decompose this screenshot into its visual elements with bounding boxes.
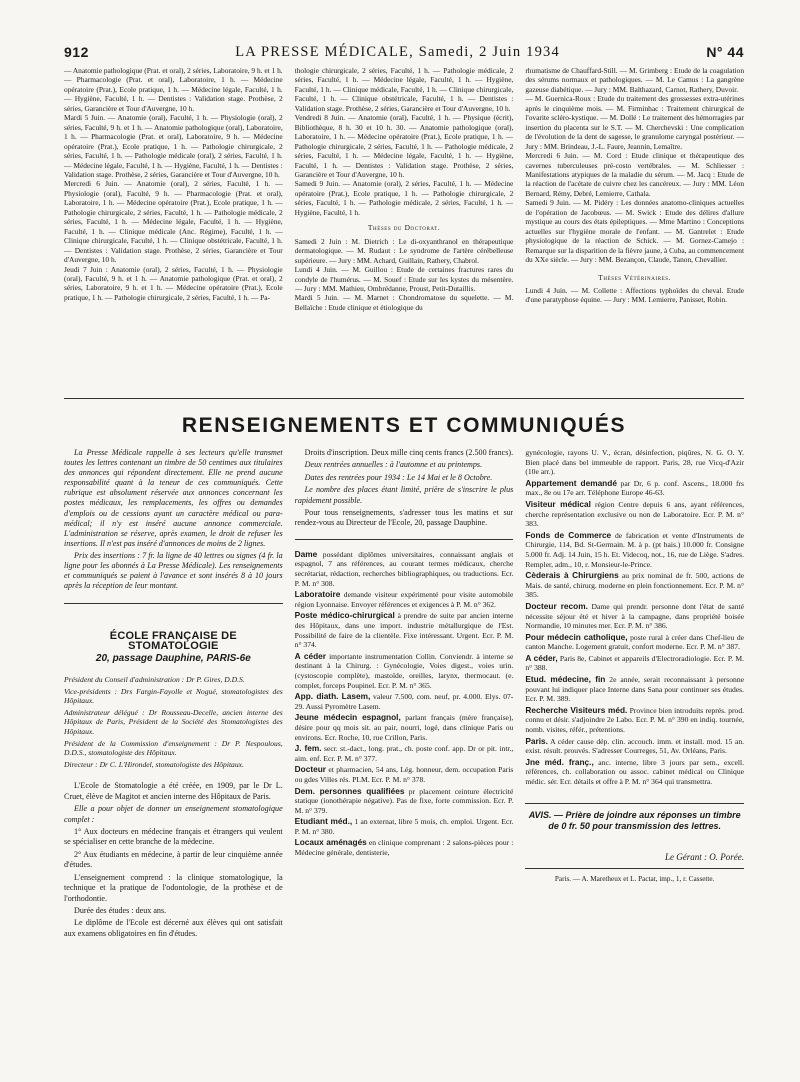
schedule-paragraph: thologie chirurgicale, 2 séries, Faculté, 1 h. — Pathologie médicale, 2 séries, Faculté, 1 h. — Médecine légale, Faculté, 1 h. — Hygiène, Faculté, 1 h. — Clinique médicale, Faculté, 1 h. — Clinique chirurgicale, Faculté, 1 h. — Clinique obstétricale, Faculté, 1 h. — Dentistes : Validation stage. Prothèse, 2 séries, Garancière et Tour d'Auvergne, 10 h.: [294, 66, 514, 113]
school-paragraph: 2° Aux étudiants en médecine, à partir de leur cinquième année d'études.: [64, 849, 283, 870]
classified-ad: [525, 500, 744, 529]
thesis-paragraph: rhumatisme de Chauffard-Still. — M. Grimberg : Etude de la coagulation des sérums normaux et pathologiques. — M. Le Camus : La gangrène gazeuse diabétique. — Jury : MM. Balthazard, Carnot, Rathery, Duvoir.: [525, 66, 745, 94]
classified-ad: [525, 531, 744, 569]
thesis-paragraph: Samedi 2 Juin : M. Dietrich : Le di-oxyanthranol en thérapeutique dermatologique. — M. Rudaut : Le syndrome de l'artère cérébelleuse supérieure. — Jury : MM. Achard, Guillain, Rathery, Chabrol.: [294, 236, 514, 265]
school-paragraph: 1° Aux docteurs en médecine français et étrangers qui veulent se spécialiser en cette branche de la médecine.: [64, 827, 283, 847]
school-address: 20, passage Dauphine, PARIS-6e: [95, 652, 251, 664]
school-paragraph: L'Ecole de Stomatologie a été créée, en 1909, par le Dr L. Cruet, élève de Magitot et ancien interne des Hôpitaux de Paris.: [64, 781, 283, 801]
thesis-paragraph: Mercredi 6 Juin. — M. Cord : Etude clinique et thérapeutique des cavernes tuberculeuses pré-costo vertébrales. — M. Schliesser : Manifestations atypiques de la maladie du sérum. — M. Jacq : Etude de la réaction de l'acétate de cuivre chez les cancéreux. — Jury : MM. Léon Bernard, Rémy, Debré, Lemierre, Cathala.: [525, 151, 745, 198]
classified-ad: [295, 713, 514, 742]
school-paragraph: Elle a pour objet de donner un enseignement stomatologique complet :: [64, 804, 283, 824]
schedule-paragraph: Samedi 9 Juin. — Anatomie (oral), 2 séries, Faculté, 1 h. — Médecine opératoire (Prat.), Ecole pratique, 1 h. — Pathologie chirurgicale, 2 séries, Faculté, 1 h. — Pathologie médicale, 2 séries, Faculté, 1 h. — Hygiène, Faculté, 1 h.: [294, 179, 514, 217]
ad-text: à prendre de suite par ancien interne des Hôpitaux, dans une import. industrie métallurgique de l'Est. Possibilité de faire de la clientèle. Fixe intéressant. Urgent. Ecr. P. M. n° 374.: [294, 611, 514, 650]
theses-heading: Thèses du Doctorat.: [367, 223, 441, 233]
page-number: 912: [64, 44, 89, 60]
officer-line: Président de la Commission d'enseignement : Dr P. Nespoulous, D.D.S., stomatologiste des Hôpitaux.: [64, 738, 283, 758]
ad-text: au prix nominal de fr. 500, actions de Mais. de santé, chirurg. moderne en plein fonctionnement. Ecr. P. M. n° 385.: [525, 571, 745, 600]
officer-line: Administrateur délégué : Dr Rousseau-Decelle, ancien interne des Hôpitaux de Paris, Président de la Société des Stomatologistes des Hôpitaux.: [64, 707, 283, 737]
ad-lead: Etudiant méd.,: [294, 816, 353, 827]
classified-ad: [525, 571, 744, 600]
ad-text: région Centre depuis 6 ans, ayant références, cherche représentation exclusive ou non de Laboratoire. Ecr. P. M. n° 383.: [525, 499, 745, 529]
ad-lead: Visiteur médical: [525, 498, 591, 509]
classified-ad: [295, 765, 514, 784]
ad-lead: App. diath. Lasem,: [294, 691, 371, 702]
enrollment-paragraph: Le nombre des places étant limité, prière de s'inscrire le plus rapidement possible.: [294, 485, 514, 505]
classified-ad: [525, 737, 744, 756]
ad-text: Paris 8e, Cabinet et appareils d'Electroradiologie. Ecr. P. M. n° 388.: [525, 653, 745, 673]
vet-theses-heading: Thèses Vétérinaires.: [598, 272, 672, 282]
classified-ad: [525, 633, 744, 652]
thesis-paragraph: Lundi 4 Juin. — M. Guillou : Etude de certaines fractures rares du condyle de l'humérus. — M. Souef : Etude sur les kystes du mésentère. — Jury : MM. Mathieu, Ombrédanne, Proust, Petit-Dutaillis.: [294, 265, 514, 293]
ad-lead: A céder: [294, 650, 326, 661]
ad-text: Province bien introduits représ. prod. connu et désir. s'adjoindre 2e Labo. Ecr. P. M. n° 390 en indiq. tournée, nomb. visites, référ., prétentions.: [525, 705, 745, 735]
ad-lead: Docteur: [294, 764, 327, 775]
classified-ad: [525, 675, 744, 704]
ad-text: anc. interne, libre 3 jours par sem., excell. références, ch. collaboration ou assoc. cabinet médical ou Clinique médic. sér. Ecr. détails et offre à P. M. n° 364 qui transmettra.: [525, 757, 745, 786]
ad-text: en clinique comprenant : 2 salons-pièces pour : Médecine générale, dentisterie,: [294, 838, 514, 858]
school-paragraph: L'enseignement comprend : la clinique stomatologique, la technique et la pratique de l'odontologie, de la prothèse et de l'orthodontie.: [64, 872, 283, 903]
column-divider: [295, 539, 514, 540]
classified-ad: [525, 479, 744, 498]
enrollment-paragraph: Pour tous renseignements, s'adresser tous les matins et sur rendez-vous au Directeur de l'Ecole, 20, passage Dauphine.: [294, 508, 514, 528]
ad-text: par Dr, 6 p. conf. Ascens., 18.000 frs max., 8e ou 17e arr. Téléphone Europe 46-63.: [525, 478, 745, 498]
school-paragraph: Durée des études : deux ans.: [74, 905, 167, 915]
schedule-column-3: [525, 66, 744, 388]
printer-imprint: Paris. — A. Maretheux et L. Pactat, imp., 1, r. Cassette.: [554, 875, 715, 884]
announcements-section: [64, 448, 744, 1064]
classified-ad: [295, 787, 514, 816]
classified-ad: [525, 758, 744, 787]
officer-line: Vice-présidents : Drs Fargin-Fayolle et Nogué, stomatologistes des Hôpitaux.: [64, 686, 283, 706]
classified-ads-list: [295, 550, 514, 858]
masthead-title: LA PRESSE MÉDICALE, Samedi, 2 Juin 1934: [235, 44, 560, 60]
school-officers: [64, 675, 283, 769]
ad-lead: Poste médico-chirurgical: [294, 610, 395, 621]
ad-lead: Dem. personnes qualifiées: [294, 785, 405, 796]
thesis-paragraph: — M. Guernica-Roux : Etude du traitement des grossesses extra-utérines après le cinquième mois. — M. Firminhac : Traitement chirurgical de l'ovarite scléro-kystique. — M. Dollé : Le traitement des hémorragies par insertion du placenta sur le S.T. — M. Cherchevski : Une complication de l'évolution de la dent de sagesse, le granulome caryngal postérieur. — Jury : MM. Brindeau, J.-L. Faure, Jeannin, Lemaître.: [525, 94, 745, 151]
ad-lead: Appartement demandé: [525, 477, 617, 488]
ad-text: possédant diplômes universitaires, connaissant anglais et espagnol, 7 ans références, au courant termes médicaux, cherche secrétariat, rédaction, recherches bibliographiques, ou traductions. Ecr. P. M. n° 308.: [294, 549, 514, 588]
ad-text: 1 an externat, libre 5 mois, ch. emploi. Urgent. Ecr. P. M. n° 380.: [294, 817, 514, 836]
schedule-paragraph: Mercredi 6 Juin. — Anatomie (oral), 2 séries, Faculté, 1 h. — Physiologie (oral), Faculté, 9 h. — Pharmacologie (Prat. et oral), Laboratoire, 1 h. — Médecine opératoire (Prat.), Ecole pratique, 1 h. — Pathologie chirurgicale, 2 séries, Faculté, 1 h. — Pathologie médicale, 2 séries, Faculté, 1 h. — Médecine légale, Faculté, 1 h. — Hygiène, Faculté, 1 h. — Clinique médicale (Anc. Régime), Faculté, 1 h. — Clinique chirurgicale, Faculté, 1 h. — Clinique obstétricale, Faculté, 1 h. — Dentistes : Validation stage. Prothèse, 2 séries, Garancière et Tour d'Auvergne, 10 h.: [64, 179, 283, 265]
ad-lead: Dame: [294, 548, 318, 559]
ad-lead: Pour médecin catholique,: [525, 631, 628, 642]
ad-text: demande visiteur expérimenté pour visite automobile région Lyonnaise. Envoyer références et exigences à P. M. n° 362.: [294, 590, 514, 609]
enrollment-paragraph: Dates des rentrées pour 1934 : Le 14 Mai et le 8 Octobre.: [304, 472, 493, 482]
ad-lead: Recherche Visiteurs méd.: [525, 704, 628, 715]
officer-line: Directeur : Dr C. L'Hirondel, stomatologiste des Hôpitaux.: [64, 759, 244, 769]
ad-lead: Docteur recom.: [525, 600, 588, 611]
classified-ad: [295, 652, 514, 690]
thesis-paragraph: Samedi 9 Juin. — M. Pidéry : Les données anatomo-cliniques actuelles de l'opération de Jacobœus. — M. Swick : Etude des délires d'allure mystique au cours des états épileptiques. — Mme Martino : Conceptions actuelles sur l'hygiène morale de l'enfant. — M. Gantrelet : Etude physiologique de la réaction de Schick. — M. Gornez-Camejo : Remarque sur la disparition de la fièvre jaune, à Cuba, au commencement du XXe siècle. — Jury : MM. Bezançon, Claude, Tanon, Chevallier.: [525, 198, 745, 265]
school-enrollment-info: [295, 448, 514, 529]
classified-ad: [295, 611, 514, 649]
notice-paragraph: Prix des insertions : 7 fr. la ligne de 40 lettres ou signes (4 fr. la ligne pour les abonnés à La Presse Médicale). Les renseignements et communiqués se paient à l'avance et sont insérés 8 à 10 jours après la réception de leur montant.: [64, 550, 283, 591]
schedule-paragraph: Vendredi 8 Juin. — Anatomie (oral), Faculté, 1 h. — Physique (écrit), Bibliothèque, 8 h. 30 et 10 h. 30. — Anatomie pathologique (oral), Laboratoire, 1 h. — Médecine opératoire (Prat.), Ecole pratique, 1 h. — Pathologie chirurgicale, 2 séries, Faculté, 1 h. — Pathologie médicale, 2 séries, Faculté, 1 h. — Médecine légale, Faculté, 1 h. — Hygiène, Faculté, 1 h. — Dentistes : Validation stage. Prothèse, 2 séries, Garancière et Tour d'Auvergne, 10 h.: [294, 113, 514, 179]
notice-box: AVIS. — Prière de joindre aux réponses un timbre de 0 fr. 50 pour transmission des lettres.: [525, 803, 744, 833]
notice-paragraph: La Presse Médicale rappelle à ses lecteurs qu'elle transmet toutes les lettres contenant un timbre de 50 centimes aux titulaires des annonces qui répondent directement. Elle ne prend aucune responsabilité quant à la teneur de ces communiqués. Cette rubrique est absolument réservée aux annonces concernant les postes médicaux, les remplacements, les offres ou demandes d'emplois ou de cessions ayant un caractère médical ou para-médical; il n'y est inséré aucune annonce commerciale. L'administration se réserve, après examen, le droit de refuser les insertions. Il n'est pas inséré d'annonces de moins de 2 lignes.: [64, 448, 283, 548]
classified-ad: [295, 590, 514, 609]
ad-text: 2e année, serait reconnaissant à personne pouvant lui indiquer place Interne dans Sana pour continuer ses études. Ecr. P. M. 389.: [525, 675, 745, 704]
ad-text: poste rural à créer dans Chef-lieu de canton Manche. Logement gratuit, confort moderne. Ecr. P. M. n° 387.: [525, 632, 745, 652]
editorial-notice: [64, 448, 283, 604]
thesis-paragraph: Mardi 5 Juin. — M. Marnet : Chondromatose du squelette. — M. Bellaïche : Etude clinique et étiologique du: [294, 293, 514, 312]
classified-ad: [525, 654, 744, 673]
ad-lead: J. fem.: [294, 743, 322, 754]
classified-ad: [295, 744, 514, 763]
ad-lead: Paris.: [525, 735, 548, 746]
exam-schedule-section: [64, 66, 744, 388]
ad-text: secr. st.-dact., long. prat., ch. poste conf. app. Dr or pit. intr., aim. enf. Ecr. P. M. n° 377.: [294, 744, 514, 763]
ad-text: A céder cause dép. clin. accouch. imm. et install. mod. 15 an. exist. résult. prouvés. S'adresser Courreges, 51, Av. Orléans, Paris.: [525, 736, 745, 756]
ad-text: de fabrication et vente d'Instruments de Chirurgie, 114, Bd. St-Germain. M. à p. (pt bais.) 10.000 fr. Consigne 5.000 fr. Adj. 14 Juin, 15 h. Et. Videcoq, not., 16, rue de Liège. S'adres. Rempler, adm., 10, r. Monsieur-le-Prince.: [525, 530, 745, 569]
classified-ad-continued: gynécologie, rayons U. V., écran, désinfection, piqûres, N. G. O. Y. Bien placé dans bel immeuble de rapport. Paris, 28, rue Vicq-d'Azir (10e arr.).: [525, 448, 745, 477]
schedule-paragraph: Mardi 5 Juin. — Anatomie (oral), Faculté, 1 h. — Physiologie (oral), 2 séries, Faculté, 9 h. et 1 h. — Anatomie pathologique (oral), Laboratoire, 1 h. — Pharmacologie (Prat. et oral), Laboratoire, 9 h. — Médecine opératoire (Prat.), Ecole pratique, 1 h. — Pathologie chirurgicale, 2 séries, Faculté, 1 h. — Pathologie médicale (oral), 2 séries, Faculté, 1 h. — Médecine légale, Faculté, 1 h. — Hygiène, Faculté, 1 h. — Dentistes : Validation stage. Prothèse, 2 séries, Garancière et Tour d'Auvergne, 10 h.: [64, 113, 283, 179]
ad-lead: Fonds de Commerce: [525, 529, 612, 540]
classified-ad: [295, 838, 514, 857]
school-title: ÉCOLE FRANÇAISE DE STOMATOLOGIE: [109, 630, 237, 652]
school-paragraph: Le diplôme de l'Ecole est décerné aux élèves qui ont satisfait aux examens obligatoires en fin d'études.: [64, 918, 283, 938]
ad-lead: Etud. médecine, fin: [525, 674, 606, 685]
classified-ad: [295, 692, 514, 711]
manager-signature: Le Gérant : O. Porée.: [525, 853, 744, 870]
ad-text: pr placement ceinture électricité statique (ionothérapie négative). Pas de fixe, forte commission. Ecr. P. M. n° 379.: [294, 786, 514, 815]
officer-line: Président du Conseil d'administration : Dr P. Gires, D.D.S.: [64, 675, 245, 685]
school-description: [64, 781, 283, 939]
ad-text: et pharmacien, 54 ans, Lég. honneur, dem. occupation Paris ou gdes Villes rés. PLM. Ecr. P. M. n° 378.: [294, 765, 514, 784]
ad-lead: Laboratoire: [294, 589, 341, 600]
schedule-paragraph: Jeudi 7 Juin : Anatomie (oral), 2 séries, Faculté, 1 h. — Physiologie (oral), Faculté, 9 h. et 1 h. — Anatomie pathologique (Prat. et oral), 2 séries, Laboratoire, 9 h. et 1 h. — Médecine opératoire (Prat.), Ecole pratique, 1 h. — Pathologie chirurgicale, 2 séries, Faculté, 1 h. — Pa-: [64, 264, 283, 302]
ad-text: valeur 7.500, com. neuf, pr. 4.000. Elys. 07-29. Aussi Pyromètre Lasem.: [294, 692, 514, 711]
classified-ad: [295, 817, 514, 836]
classified-ads-list: [525, 479, 744, 787]
ad-text: Dame qui prendr. personne dont l'état de santé nécessite séjour été et hiver à la campagne, dans propriété boisée Normandie, 10 minutes mer. Ecr. P. M. n° 386.: [525, 601, 745, 631]
section-banner: RENSEIGNEMENTS ET COMMUNIQUÉS: [181, 414, 627, 437]
issue-number: N° 44: [706, 44, 744, 60]
enrollment-paragraph: Droits d'inscription. Deux mille cinq cents francs (2.500 francs).: [304, 448, 514, 457]
ad-text: importante instrumentation Collin. Conviendr. à interne se destinant à la Chirurg. : Gynécologie, Voies digest., voies urin. (cystoscopie complète), mastoïde, oreilles, larynx, thermocaut. (e. complet, forceps Poupinel. Ecr. P. M. n° 365.: [294, 651, 514, 690]
ad-lead: A céder,: [525, 652, 558, 663]
page-header: [64, 44, 744, 61]
vet-thesis-paragraph: Lundi 4 Juin. — M. Collette : Affections typhoïdes du cheval. Etude d'une paratyphose équine. — Jury : MM. Lemierre, Panisset, Robin.: [525, 285, 745, 305]
classified-ad: [295, 550, 514, 588]
schedule-column-1: [64, 66, 283, 388]
schedule-paragraph: — Anatomie pathologique (Prat. et oral), 2 séries, Laboratoire, 9 h. et 1 h. — Pharmacologie (Prat. et oral), Laboratoire, 1 h. — Médecine opératoire (Prat.), Ecole pratique, 1 h. — Médecine légale, Faculté, 1 h. — Hygiène, Faculté, 1 h. — Dentistes : Validation stage. Prothèse, 2 séries, Garancière et Tour d'Auvergne, 10 h.: [64, 66, 283, 113]
enrollment-paragraph: Deux rentrées annuelles : à l'automne et au printemps.: [304, 460, 483, 470]
ad-lead: Jeune médecin espagnol,: [294, 712, 401, 723]
ad-lead: Locaux aménagés: [294, 837, 367, 848]
ad-text: parlant français (mère française), désire pour qq mois sit. au pair, nourri, logé, dans clinique Paris ou environs. Ecr. Roche, 10, rue Crillon, Paris.: [294, 713, 514, 742]
announcements-column-3: [525, 448, 744, 1064]
ad-lead: Cèderais à Chirurgiens: [525, 570, 619, 581]
section-divider: [64, 398, 744, 399]
announcements-column-1: [64, 448, 283, 1064]
schedule-column-2: [295, 66, 514, 388]
classified-ad: [525, 602, 744, 631]
ad-lead: Jne méd. franç.,: [525, 756, 594, 767]
classified-ad: [525, 706, 744, 735]
announcements-column-2: [295, 448, 514, 1064]
